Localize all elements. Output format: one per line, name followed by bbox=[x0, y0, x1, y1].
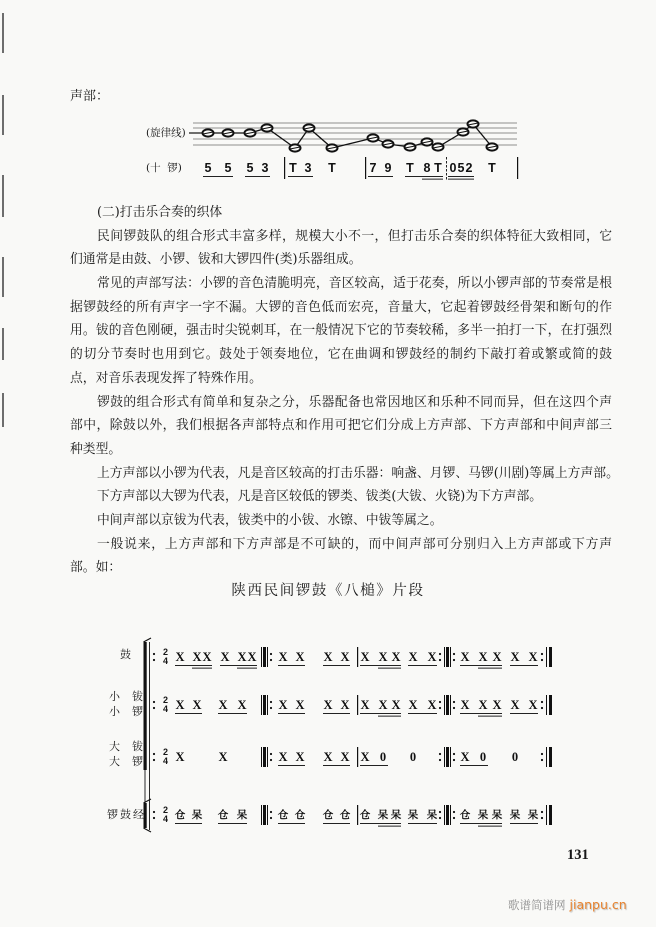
note-token: X bbox=[492, 650, 502, 664]
note-token: T bbox=[328, 161, 336, 175]
note-token: 呆 bbox=[426, 809, 438, 821]
time-signature-denominator: 4 bbox=[162, 756, 168, 766]
note-token: 仓 bbox=[277, 809, 289, 821]
note-token: X bbox=[378, 650, 388, 664]
note-token: X bbox=[278, 698, 288, 712]
note-token: 5 bbox=[457, 161, 465, 175]
note-token: X bbox=[247, 650, 257, 664]
note-token: 呆 bbox=[491, 809, 503, 821]
note-token: X bbox=[427, 650, 437, 664]
part-label-large-cymbal: 大钹 bbox=[109, 740, 143, 753]
paragraph-line: 的切分节奏时也用到它。鼓处于领奏地位，它在曲调和锣鼓经的制约下敲打着或繁或简的鼓 bbox=[70, 347, 612, 363]
page-number: 131 bbox=[567, 847, 589, 863]
paragraph-line: 们通常是由鼓、小锣、钹和大锣四件(类)乐器组成。 bbox=[70, 252, 362, 268]
paragraph-line: 据锣鼓经的所有声字一字不漏。大锣的音色低而宏亮，音量大，它起着锣鼓经骨架和断句的作 bbox=[70, 299, 612, 315]
note-token: X bbox=[323, 650, 333, 664]
note-token: 呆 bbox=[390, 809, 402, 821]
note-token: X bbox=[278, 650, 288, 664]
note-token: 3 bbox=[304, 161, 312, 175]
note-token: X bbox=[460, 750, 470, 764]
part-label-luogujing: 锣鼓经 bbox=[107, 808, 144, 821]
time-signature-denominator: 4 bbox=[162, 656, 168, 666]
note-token: X bbox=[408, 698, 418, 712]
note-token: 呆 bbox=[236, 809, 248, 821]
note-token: 7 bbox=[369, 161, 377, 175]
note-token: X bbox=[360, 698, 370, 712]
note-token: 5 bbox=[204, 161, 212, 175]
note-token: 呆 bbox=[509, 809, 521, 821]
note-token: X bbox=[323, 698, 333, 712]
note-token: 0 bbox=[379, 750, 387, 764]
watermark bbox=[508, 895, 627, 914]
note-token: T bbox=[434, 161, 442, 175]
paragraph-line: 一般说来，上方声部和下方声部是不可缺的，而中间声部可分别归入上方声部或下方声 bbox=[97, 536, 612, 552]
note-token: 仓 bbox=[359, 809, 371, 821]
note-token: X bbox=[218, 698, 228, 712]
melody-line-label: (旋律线) bbox=[146, 127, 186, 139]
note-token: 仓 bbox=[174, 809, 186, 821]
note-token: X bbox=[528, 698, 538, 712]
note-token: X bbox=[360, 650, 370, 664]
note-token: X bbox=[295, 650, 305, 664]
section-label: 声部： bbox=[70, 89, 110, 104]
paragraph-line: 中间声部以京钹为代表，钹类中的小钹、水镲、中钹等属之。 bbox=[97, 512, 443, 528]
note-token: X bbox=[202, 650, 212, 664]
note-token: X bbox=[237, 650, 247, 664]
note-token: X bbox=[378, 698, 388, 712]
note-token: 2 bbox=[465, 161, 473, 175]
note-token: X bbox=[340, 650, 350, 664]
note-token: 仓 bbox=[459, 809, 471, 821]
note-token: X bbox=[510, 698, 520, 712]
note-token: 0 bbox=[449, 161, 457, 175]
note-token: 呆 bbox=[477, 809, 489, 821]
part-label-small-cymbal: 小钹 bbox=[109, 690, 143, 703]
time-signature-denominator: 4 bbox=[162, 704, 168, 714]
note-token: X bbox=[460, 698, 470, 712]
time-signature-numerator: 2 bbox=[162, 805, 168, 815]
paragraph-line: 常见的声部写法：小锣的音色清脆明亮，音区较高，适于花奏，所以小锣声部的节奏常是根 bbox=[97, 276, 612, 292]
time-signature-numerator: 2 bbox=[162, 747, 168, 757]
note-token: X bbox=[478, 650, 488, 664]
note-token: 3 bbox=[261, 161, 269, 175]
note-token: X bbox=[237, 698, 247, 712]
gong-line-label: (十 锣) bbox=[146, 162, 182, 174]
note-token: X bbox=[391, 650, 401, 664]
note-token: 5 bbox=[224, 161, 232, 175]
paragraph-line: 点，对音乐表现发挥了特殊作用。 bbox=[70, 370, 262, 386]
section-heading: (二)打击乐合奏的织体 bbox=[97, 205, 223, 220]
note-token: 仓 bbox=[339, 809, 351, 821]
note-token: X bbox=[192, 698, 202, 712]
note-token: X bbox=[408, 650, 418, 664]
note-token: X bbox=[175, 750, 185, 764]
note-token: 仓 bbox=[217, 809, 229, 821]
note-token: 仓 bbox=[294, 809, 306, 821]
part-label-small-gong: 小锣 bbox=[109, 705, 143, 718]
paragraph-line: 部中，除鼓以外，我们根据各声部特点和作用可把它们分成上方声部、下方声部和中间声部三 bbox=[70, 418, 612, 434]
watermark-site-name: 歌谱简谱网 bbox=[508, 898, 566, 912]
note-token: 5 bbox=[246, 161, 254, 175]
paragraph-line: 用。钹的音色刚硬，强击时尖锐刺耳，在一般情况下它的节奏较稀，多半一拍打一下，在打强烈 bbox=[70, 323, 612, 339]
note-token: X bbox=[391, 698, 401, 712]
paragraph-line: 种类型。 bbox=[70, 441, 122, 457]
note-token: X bbox=[360, 750, 370, 764]
time-signature-numerator: 2 bbox=[162, 695, 168, 705]
note-token: 呆 bbox=[191, 809, 203, 821]
part-label-drum: 鼓 bbox=[120, 648, 131, 661]
note-token: X bbox=[295, 750, 305, 764]
note-token: X bbox=[175, 698, 185, 712]
note-token: T bbox=[289, 161, 297, 175]
paragraph-line: 部。如： bbox=[70, 560, 122, 576]
time-signature-denominator: 4 bbox=[162, 814, 168, 824]
note-token: T bbox=[406, 161, 414, 175]
part-label-large-gong: 大锣 bbox=[109, 755, 143, 768]
note-token: T bbox=[488, 161, 496, 175]
paragraph-line: 上方声部以小锣为代表，凡是音区较高的打击乐器：响盏、月锣、马锣(川剧)等属上方声部。 bbox=[97, 465, 619, 481]
note-token: X bbox=[460, 650, 470, 664]
score-title: 陕西民间锣鼓《八槌》片段 bbox=[231, 583, 425, 599]
paragraph-line: 下方声部以大锣为代表，凡是音区较低的锣类、钹类(大钹、火铙)为下方声部。 bbox=[97, 489, 543, 505]
note-token: 0 bbox=[409, 750, 417, 764]
note-token: 9 bbox=[384, 161, 392, 175]
note-token: 0 bbox=[511, 750, 519, 764]
note-token: X bbox=[528, 650, 538, 664]
note-token: X bbox=[340, 750, 350, 764]
note-token: 0 bbox=[479, 750, 487, 764]
note-token: X bbox=[478, 698, 488, 712]
note-token: X bbox=[427, 698, 437, 712]
note-token: 仓 bbox=[322, 809, 334, 821]
note-token: X bbox=[192, 650, 202, 664]
paragraph-line: 民间锣鼓队的组合形式丰富多样，规模大小不一，但打击乐合奏的织体特征大致相同，它 bbox=[97, 228, 612, 244]
note-token: 呆 bbox=[407, 809, 419, 821]
note-token: X bbox=[323, 750, 333, 764]
note-token: X bbox=[492, 698, 502, 712]
paragraph-line: 锣鼓的组合形式有简单和复杂之分，乐器配备也常因地区和乐种不同而异，但在这四个声 bbox=[97, 394, 612, 410]
note-token: X bbox=[278, 750, 288, 764]
note-token: X bbox=[295, 698, 305, 712]
time-signature-numerator: 2 bbox=[162, 647, 168, 657]
note-token: X bbox=[175, 650, 185, 664]
note-token: X bbox=[220, 650, 230, 664]
note-token: X bbox=[340, 698, 350, 712]
note-token: 呆 bbox=[377, 809, 389, 821]
note-token: X bbox=[510, 650, 520, 664]
note-token: 8 bbox=[423, 161, 431, 175]
watermark-domain: jianpu.cn bbox=[569, 897, 627, 912]
note-token: 呆 bbox=[527, 809, 539, 821]
note-token: X bbox=[218, 750, 228, 764]
